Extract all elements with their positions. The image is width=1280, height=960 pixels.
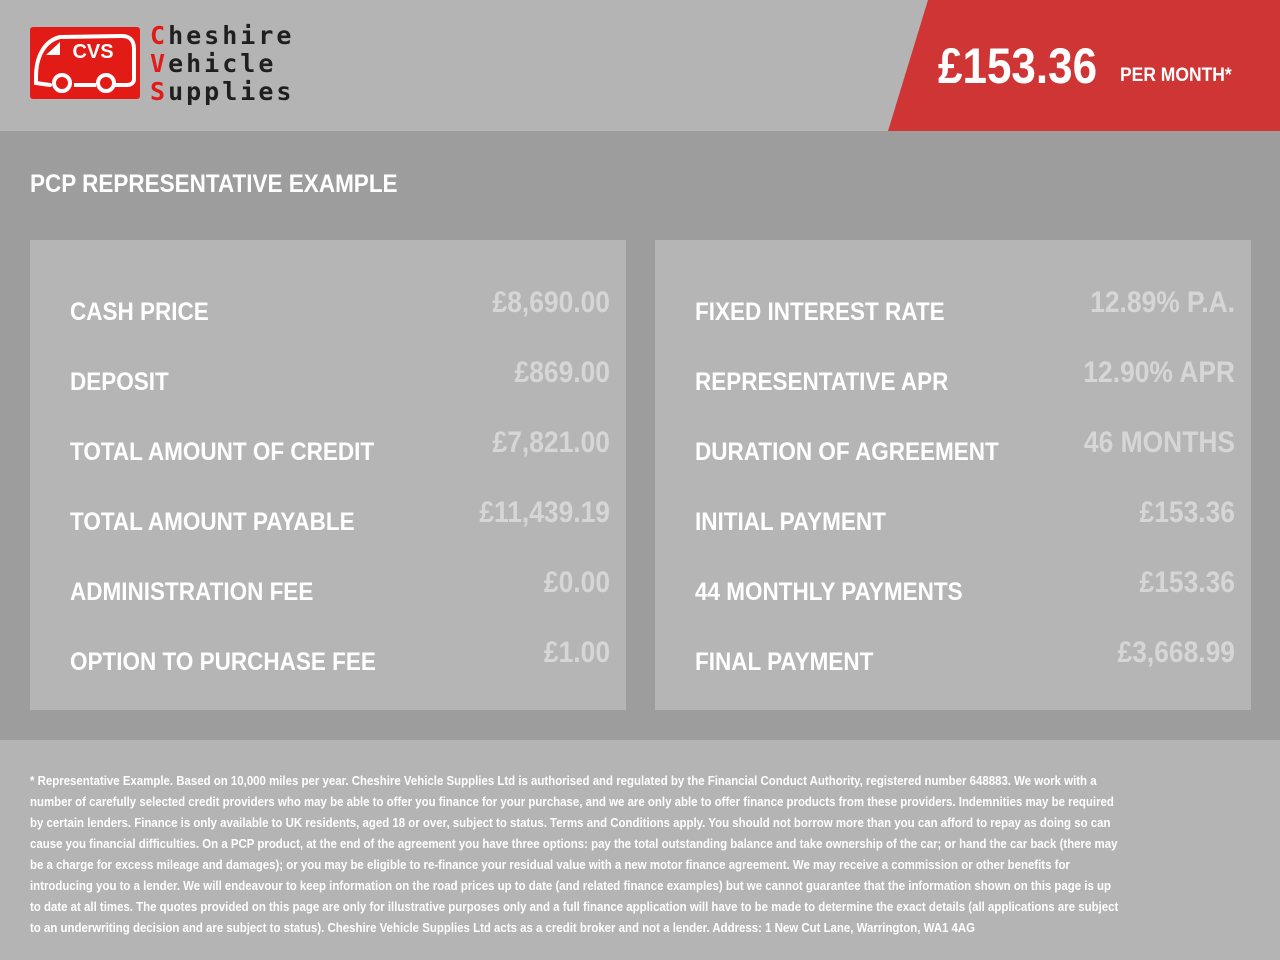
finance-row bbox=[70, 356, 610, 402]
row-value: 12.90% APR bbox=[1083, 356, 1235, 389]
finance-row bbox=[695, 636, 1235, 682]
finance-row bbox=[70, 286, 610, 332]
finance-row bbox=[695, 286, 1235, 332]
badge-text: CVS bbox=[72, 41, 114, 63]
row-value: £7,821.00 bbox=[492, 426, 610, 459]
row-value: £11,439.19 bbox=[479, 496, 610, 529]
brand-line-3: Supplies bbox=[150, 77, 295, 106]
section-title: PCP REPRESENTATIVE EXAMPLE bbox=[30, 170, 398, 198]
row-label: DEPOSIT bbox=[70, 368, 169, 396]
finance-disclaimer: * Representative Example. Based on 10,000 miles per year. Cheshire Vehicle Supplies Ltd is authorised and regulated by the Financial Conduct Authority, registered number 648883. We work with a number of carefully selected credit providers who may be able to offer you finance for your purchase, and we are only able to offer finance products from these providers. Indemnities may be required by certain lenders. Finance is only available to UK residents, aged 18 or over, subject to status. Terms and Conditions apply. You should not borrow more than you can afford to repay as doing so can cause you financial difficulties. On a PCP product, at the end of the agreement you have three options: pay the total outstanding balance and take ownership of the car; or hand the car back (there may be a charge for excess mileage and damages); or you may be eligible to re-finance your residual value with a new motor finance agreement. We may receive a commission or other benefits for introducing you to a lender. We will endeavour to keep information on the road prices up to date (and related finance examples) but we cannot guarantee that the information shown on this page is up to date at all times. The quotes provided on this page are only for illustrative purposes only and a full finance application will have to be made to determine the exact details (all applications are subject to an underwriting decision and are subject to status). Cheshire Vehicle Supplies Ltd acts as a credit broker and not a lender. Address: 1 New Cut Lane, Warrington, WA1 4AG bbox=[30, 773, 1119, 935]
row-value: £869.00 bbox=[514, 356, 610, 389]
finance-row bbox=[695, 566, 1235, 612]
row-value: 12.89% P.A. bbox=[1090, 286, 1235, 319]
price-unit: PER MONTH* bbox=[1120, 65, 1232, 86]
row-label: FINAL PAYMENT bbox=[695, 648, 874, 676]
finance-panel-right bbox=[655, 240, 1251, 710]
brand-line-1: Cheshire bbox=[150, 21, 295, 50]
row-label: 44 MONTHLY PAYMENTS bbox=[695, 578, 963, 606]
row-label: TOTAL AMOUNT OF CREDIT bbox=[70, 438, 375, 466]
row-label: ADMINISTRATION FEE bbox=[70, 578, 314, 606]
row-value: £153.36 bbox=[1139, 496, 1235, 529]
row-label: TOTAL AMOUNT PAYABLE bbox=[70, 508, 355, 536]
row-label: CASH PRICE bbox=[70, 298, 209, 326]
row-label: DURATION OF AGREEMENT bbox=[695, 438, 999, 466]
row-value: £8,690.00 bbox=[492, 286, 610, 319]
brand-line-2: Vehicle bbox=[150, 49, 277, 78]
brand-name bbox=[150, 22, 294, 106]
van-icon bbox=[30, 27, 140, 99]
row-value: £1.00 bbox=[543, 636, 610, 669]
row-value: £0.00 bbox=[543, 566, 610, 599]
finance-panel-left bbox=[30, 240, 626, 710]
finance-row bbox=[695, 426, 1235, 472]
row-label: FIXED INTEREST RATE bbox=[695, 298, 945, 326]
row-label: INITIAL PAYMENT bbox=[695, 508, 886, 536]
cvs-van-logo bbox=[30, 27, 140, 99]
finance-row bbox=[70, 496, 610, 542]
row-value: £3,668.99 bbox=[1117, 636, 1235, 669]
monthly-price: £153.36 bbox=[938, 38, 1098, 94]
finance-row bbox=[695, 496, 1235, 542]
row-value: 46 MONTHS bbox=[1083, 426, 1235, 459]
row-label: OPTION TO PURCHASE FEE bbox=[70, 648, 376, 676]
finance-row bbox=[70, 636, 610, 682]
row-value: £153.36 bbox=[1139, 566, 1235, 599]
finance-row bbox=[70, 426, 610, 472]
finance-row bbox=[695, 356, 1235, 402]
finance-row bbox=[70, 566, 610, 612]
row-label: REPRESENTATIVE APR bbox=[695, 368, 949, 396]
